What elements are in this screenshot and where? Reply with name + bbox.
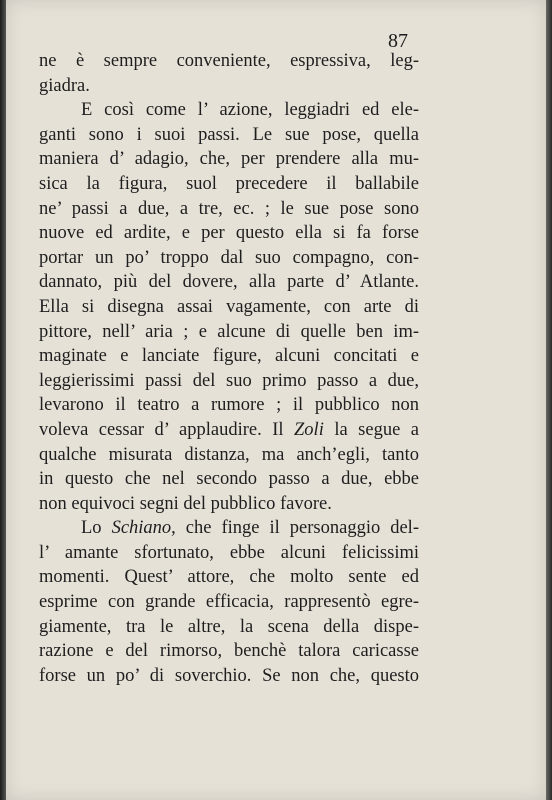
text-line: esprime con grande efficacia, rappresentò egre- xyxy=(39,592,419,613)
text-line: qualche misurata distanza, ma anch’egli, tanto xyxy=(39,444,419,465)
text-segment: , che finge il personaggio del- xyxy=(171,518,419,539)
text-line: ne è sempre conveniente, espressiva, leg- xyxy=(39,51,419,71)
text-line: nuove ed ardite, e per questo ella si fa forse xyxy=(39,223,419,244)
text-line: portar un po’ troppo dal suo compagno, con- xyxy=(39,247,419,268)
text-line: pittore, nell’ aria ; e alcune di quelle ben im- xyxy=(39,321,419,342)
page-number: 87 xyxy=(388,30,408,52)
text-line: l’ amante sfortunato, ebbe alcuni felicissimi xyxy=(39,542,419,563)
text-line: levarono il teatro a rumore ; il pubblico non xyxy=(39,395,419,416)
text-line: forse un po’ di soverchio. Se non che, questo xyxy=(39,665,419,686)
text-line: maginate e lanciate figure, alcuni concitati e xyxy=(39,346,419,367)
text-segment: la segue a xyxy=(323,419,420,440)
text-line: giadra. xyxy=(39,75,90,96)
text-line: sica la figura, suol precedere il ballabile xyxy=(39,173,419,194)
text-line xyxy=(39,516,419,541)
text-line: giamente, tra le altre, la scena della dispe- xyxy=(39,616,419,637)
text-line: dannato, più del dovere, alla parte d’ Atlante. xyxy=(39,272,419,293)
text-line: ganti sono i suoi passi. Le sue pose, quella xyxy=(39,124,419,145)
binding-shadow xyxy=(0,0,6,800)
text-line: leggierissimi passi del suo primo passo a due, xyxy=(39,370,419,391)
body-text xyxy=(39,49,419,688)
text-segment: voleva cessar d’ applaudire. Il xyxy=(39,419,295,440)
text-line: razione e del rimorso, benchè talora caricasse xyxy=(39,641,419,662)
text-line: in questo che nel secondo passo a due, ebbe xyxy=(39,469,419,490)
text-line: Ella si disegna assai vagamente, con arte di xyxy=(39,296,419,317)
italic-name: Zoli xyxy=(294,419,324,440)
page-edge-shadow xyxy=(546,0,552,800)
text-line xyxy=(39,418,419,443)
text-line: non equivoci segni del pubblico favore. xyxy=(39,493,332,514)
text-line: momenti. Quest’ attore, che molto sente ed xyxy=(39,567,419,588)
text-segment: Lo xyxy=(81,518,112,539)
book-page xyxy=(6,0,546,800)
italic-name: Schiano xyxy=(111,518,172,539)
text-line: E così come l’ azione, leggiadri ed ele- xyxy=(81,100,419,121)
text-line: ne’ passi a due, a tre, ec. ; le sue pose sono xyxy=(39,198,419,219)
text-line: maniera d’ adagio, che, per prendere alla mu- xyxy=(39,149,419,170)
